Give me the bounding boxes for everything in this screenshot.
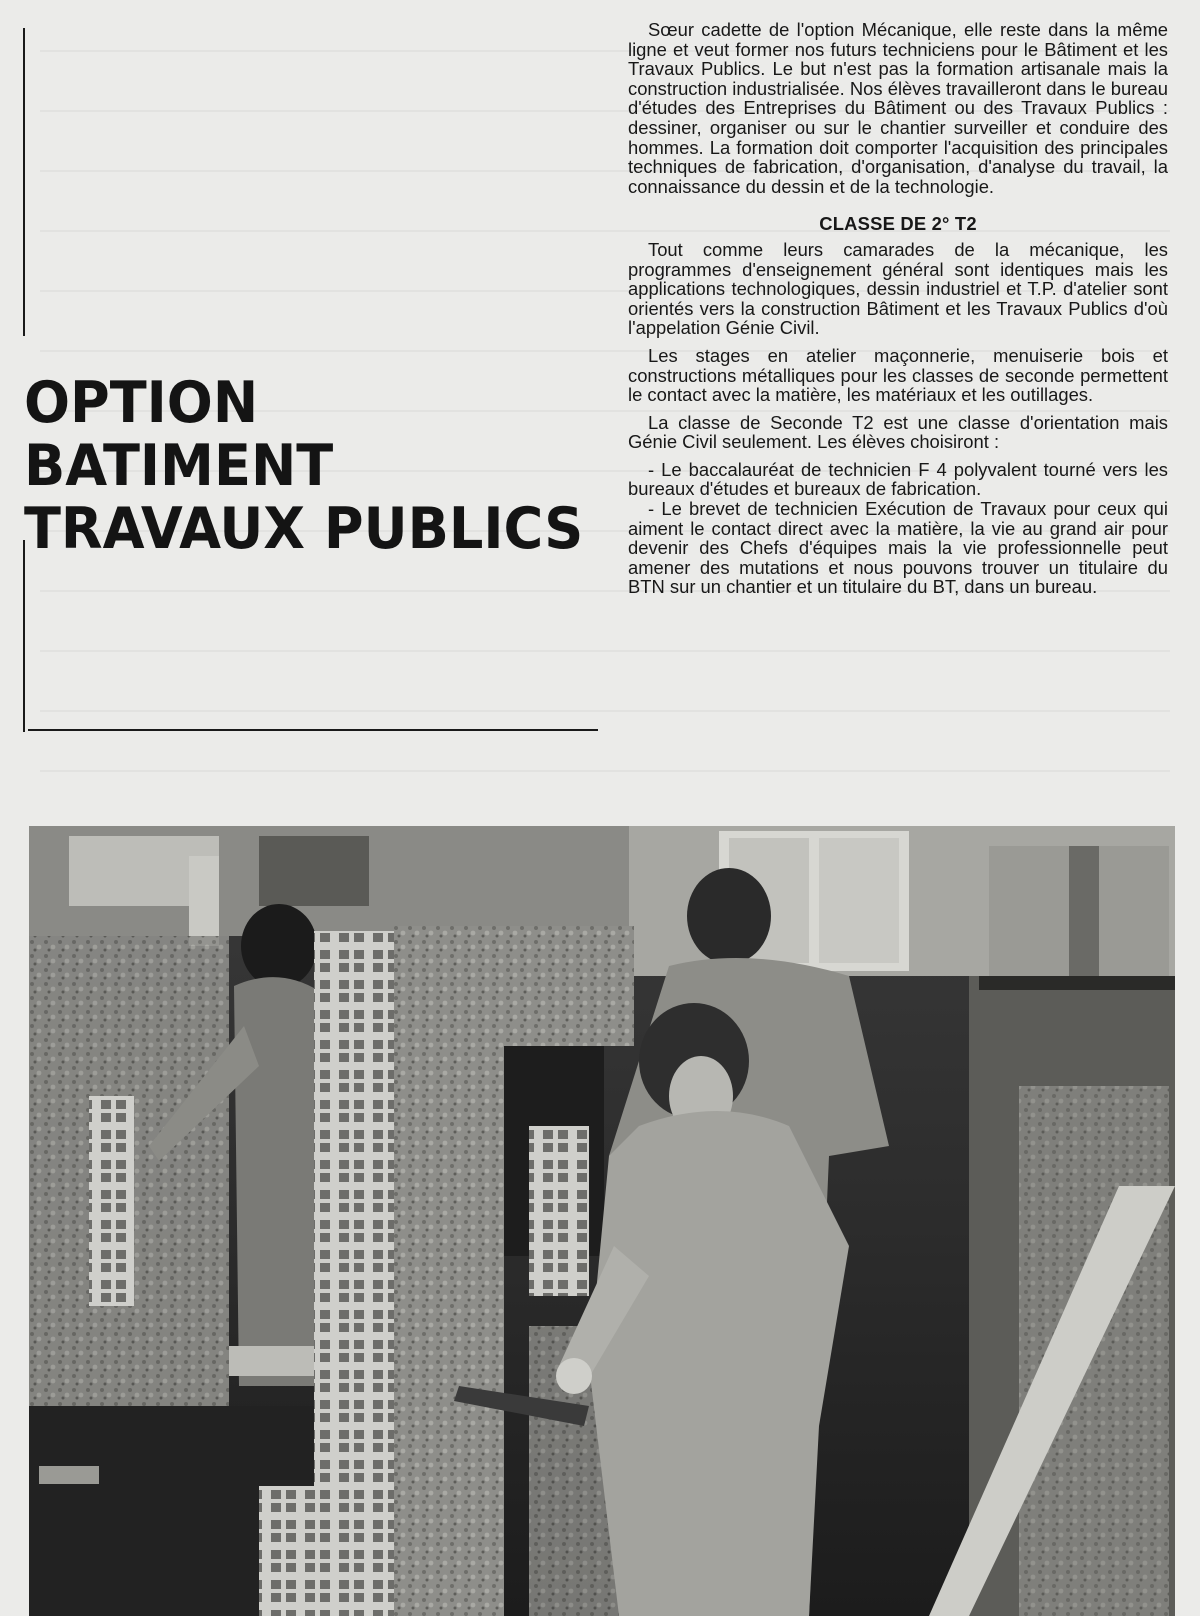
paragraph-programmes: Tout comme leurs camarades de la mécanique, les programmes d'enseignement général sont identiques mais les applications technologiques, dessin industriel et T.P. d'atelier sont orientés vers la construction Bâtiment et les Travaux Publics d'où l'appelation Génie Civil. — [628, 238, 1168, 339]
page-title — [24, 370, 584, 563]
bottom-horizontal-rule — [28, 729, 598, 731]
workshop-photo-illustration — [29, 826, 1175, 1616]
list-item-bac: - Le baccalauréat de technicien F 4 polyvalent tourné vers les bureaux d'études et bureaux de fabrication. — [628, 458, 1168, 500]
paragraph-orientation: La classe de Seconde T2 est une classe d'orientation mais Génie Civil seulement. Les élèves choisiront : — [628, 411, 1168, 453]
left-vertical-rule-bottom — [23, 540, 25, 732]
paragraph-stages: Les stages en atelier maçonnerie, menuiserie bois et constructions métalliques pour les classes de seconde permettent le contact avec la matière, les matériaux et les outillages. — [628, 344, 1168, 406]
intro-paragraph: Sœur cadette de l'option Mécanique, elle reste dans la même ligne et veut former nos futurs techniciens pour le Bâtiment et les Travaux Publics. Le but n'est pas la formation artisanale mais la construction industrialisée. Nos élèves travailleront dans le bureau d'études des Entreprises du Bâtiment ou des Travaux Publics : dessiner, organiser ou sur le chantier surveiller et conduire des hommes. La formation doit comporter l'acquisition des principales techniques de fabrication, d'organisation, d'analyse du travail, la connaissance du dessin et de la technologie. — [628, 19, 1168, 197]
title-line-1: OPTION — [24, 370, 259, 437]
section-heading: CLASSE DE 2° T2 — [819, 213, 977, 235]
title-line-3: TRAVAUX PUBLICS — [24, 496, 584, 563]
article-column — [628, 20, 1168, 597]
left-vertical-rule-top — [23, 28, 25, 336]
workshop-photo — [29, 826, 1175, 1616]
title-line-2: BATIMENT — [24, 433, 334, 500]
list-item-brevet: - Le brevet de technicien Exécution de Travaux pour ceux qui aiment le contact direct avec la matière, la vie au grand air pour devenir des Chefs d'équipes mais la vie professionnelle peut amener des mutations et nous pouvons trouver un titulaire du BTN sur un chantier et un titulaire du BT, dans un bureau. — [628, 498, 1168, 598]
